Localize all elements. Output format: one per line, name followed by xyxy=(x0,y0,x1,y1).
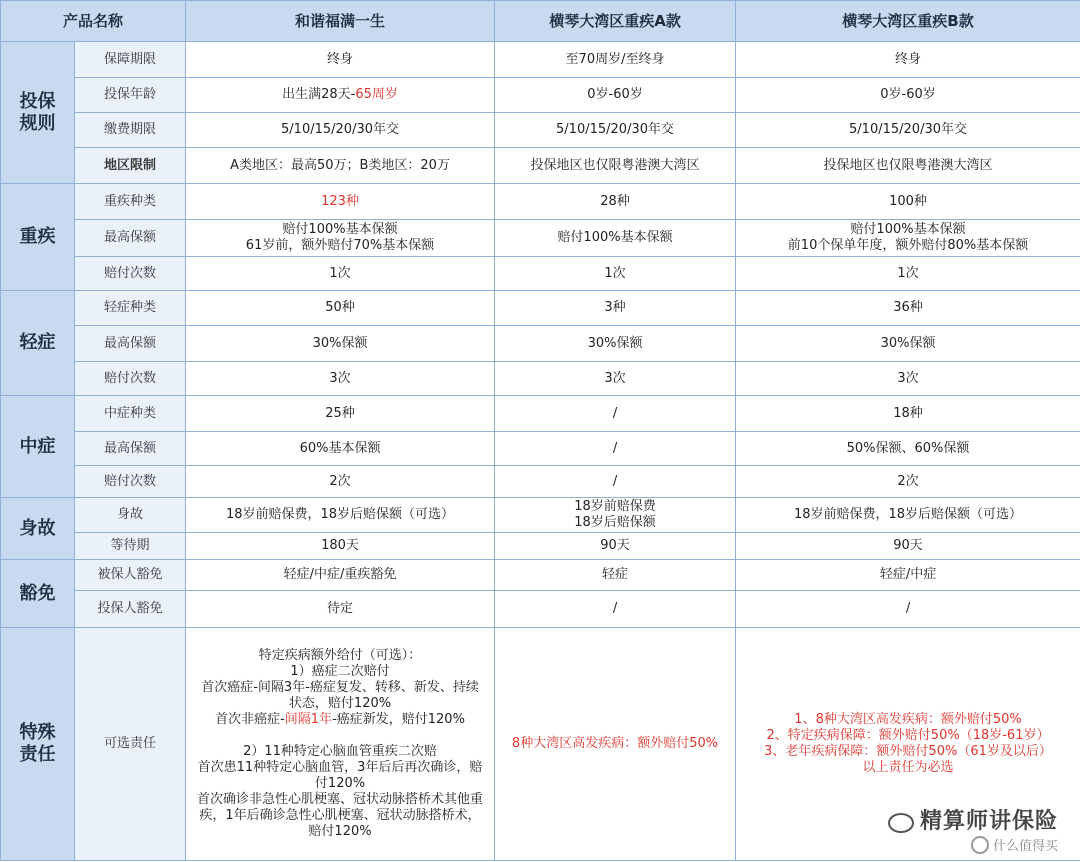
cell-line: 首次癌症-间隔3年-癌症复发、转移、新发、持续 xyxy=(201,680,479,695)
cell: 90天 xyxy=(495,533,736,560)
row-label: 保障期限 xyxy=(75,42,186,78)
cell: 5/10/15/20/30年交 xyxy=(736,113,1080,148)
cell: 至70周岁/至终身 xyxy=(495,42,736,78)
row-label: 最高保额 xyxy=(75,220,186,257)
cell: 1次 xyxy=(495,257,736,291)
cell: / xyxy=(495,591,736,628)
table-row xyxy=(1,78,1080,113)
row-label: 等待期 xyxy=(75,533,186,560)
cell-line: 3、老年疾病保障：额外赔付50%（61岁及以后） xyxy=(764,744,1052,759)
cell-special-2: 8种大湾区高发疾病：额外赔付50% xyxy=(495,628,736,861)
cell: 5/10/15/20/30年交 xyxy=(186,113,495,148)
cell-line: 1）癌症二次赔付 xyxy=(290,664,390,679)
cell: 3种 xyxy=(495,291,736,326)
cell-line: 2、特定疾病保障：额外赔付50%（18岁-61岁） xyxy=(766,728,1050,743)
row-label: 最高保额 xyxy=(75,326,186,362)
row-label: 地区限制 xyxy=(75,148,186,184)
cell: 1次 xyxy=(736,257,1080,291)
cell-line: 前10个保单年度，额外赔付80%基本保额 xyxy=(787,238,1029,253)
table-row xyxy=(1,560,1080,591)
table-row xyxy=(1,184,1080,220)
row-label: 缴费期限 xyxy=(75,113,186,148)
cell: 3次 xyxy=(495,362,736,396)
table-row xyxy=(1,42,1080,78)
table-row xyxy=(1,466,1080,498)
table-row xyxy=(1,498,1080,533)
cell-text: 首次非癌症- xyxy=(215,712,285,727)
cell: 30%保额 xyxy=(186,326,495,362)
cell-line: 18岁前赔保费 xyxy=(574,499,656,514)
cell-line: 2）11种特定心脑血管重疾二次赔 xyxy=(243,744,437,759)
cell-line: 首次患11种特定心脑血管，3年后后再次确诊，赔 xyxy=(197,760,483,775)
smzdm-icon xyxy=(971,836,989,854)
table-row xyxy=(1,396,1080,432)
group-label: 豁免 xyxy=(1,560,75,628)
cell-line: 首次确诊非急性心肌梗塞、冠状动脉搭桥术其他重 xyxy=(197,792,484,807)
cell: 投保地区也仅限粤港澳大湾区 xyxy=(495,148,736,184)
table-row xyxy=(1,533,1080,560)
cell: 投保地区也仅限粤港澳大湾区 xyxy=(736,148,1080,184)
row-label: 被保人豁免 xyxy=(75,560,186,591)
cell: 终身 xyxy=(186,42,495,78)
header-row xyxy=(1,1,1080,42)
table-row xyxy=(1,591,1080,628)
cell: 90天 xyxy=(736,533,1080,560)
cell: 轻症/中症 xyxy=(736,560,1080,591)
spacer xyxy=(190,728,490,744)
row-label: 身故 xyxy=(75,498,186,533)
cell-line xyxy=(190,712,490,728)
cell: 3次 xyxy=(186,362,495,396)
wechat-icon xyxy=(888,813,914,833)
cell: 100种 xyxy=(736,184,1080,220)
cell xyxy=(186,220,495,257)
cell: / xyxy=(495,466,736,498)
cell: 赔付100%基本保额 xyxy=(495,220,736,257)
row-label: 最高保额 xyxy=(75,432,186,466)
cell-line: 付120% xyxy=(314,776,366,791)
cell: 待定 xyxy=(186,591,495,628)
cell-text: 出生满28天- xyxy=(282,87,356,102)
cell xyxy=(736,220,1080,257)
cell: / xyxy=(495,396,736,432)
cell: 30%保额 xyxy=(736,326,1080,362)
cell: 18岁前赔保费，18岁后赔保额（可选） xyxy=(186,498,495,533)
cell: 1次 xyxy=(186,257,495,291)
header-product-name: 产品名称 xyxy=(1,1,186,42)
cell-line: 以上责任为必选 xyxy=(862,760,954,775)
watermark-text: 精算师讲保险 xyxy=(919,808,1058,834)
cell: / xyxy=(495,432,736,466)
cell-line: 61岁前，额外赔付70%基本保额 xyxy=(245,238,435,253)
cell: 28种 xyxy=(495,184,736,220)
cell: 2次 xyxy=(186,466,495,498)
cell: 2次 xyxy=(736,466,1080,498)
group-label: 身故 xyxy=(1,498,75,560)
table-row xyxy=(1,432,1080,466)
row-label: 赔付次数 xyxy=(75,362,186,396)
table-row xyxy=(1,257,1080,291)
header-product-3: 横琴大湾区重疾B款 xyxy=(736,1,1080,42)
cell-text: -癌症新发，赔付120% xyxy=(332,712,465,727)
row-label: 投保人豁免 xyxy=(75,591,186,628)
cell: 30%保额 xyxy=(495,326,736,362)
group-label: 重疾 xyxy=(1,184,75,291)
cell-line: 特定疾病额外给付（可选）： xyxy=(258,648,422,663)
cell-line: 1、8种大湾区高发疾病：额外赔付50% xyxy=(794,712,1022,727)
table-row xyxy=(1,291,1080,326)
header-product-2: 横琴大湾区重疾A款 xyxy=(495,1,736,42)
cell xyxy=(495,498,736,533)
watermark-sub xyxy=(888,835,1058,855)
cell: 36种 xyxy=(736,291,1080,326)
table-row xyxy=(1,326,1080,362)
watermark-sub-text: 什么值得买 xyxy=(992,838,1058,854)
cell: 0岁-60岁 xyxy=(495,78,736,113)
cell-line: 赔付120% xyxy=(308,824,372,839)
cell: 18岁前赔保费，18岁后赔保额（可选） xyxy=(736,498,1080,533)
row-label: 中症种类 xyxy=(75,396,186,432)
row-label: 可选责任 xyxy=(75,628,186,861)
cell: 180天 xyxy=(186,533,495,560)
cell: A类地区：最高50万；B类地区：20万 xyxy=(186,148,495,184)
cell: 60%基本保额 xyxy=(186,432,495,466)
cell-line: 赔付100%基本保额 xyxy=(850,222,966,237)
group-label: 中症 xyxy=(1,396,75,498)
table-row xyxy=(1,113,1080,148)
cell xyxy=(186,78,495,113)
cell: 轻症/中症/重疾豁免 xyxy=(186,560,495,591)
table-row xyxy=(1,220,1080,257)
cell-line: 赔付100%基本保额 xyxy=(282,222,398,237)
cell-line: 疾，1年后确诊急性心肌梗塞、冠状动脉搭桥术， xyxy=(199,808,481,823)
cell-line: 状态，赔付120% xyxy=(288,696,392,711)
cell: 轻症 xyxy=(495,560,736,591)
cell-line: 18岁后赔保额 xyxy=(574,515,656,530)
group-label: 轻症 xyxy=(1,291,75,396)
table-row xyxy=(1,148,1080,184)
row-label: 投保年龄 xyxy=(75,78,186,113)
row-label: 重疾种类 xyxy=(75,184,186,220)
cell-special-1 xyxy=(186,628,495,861)
cell: 123种 xyxy=(186,184,495,220)
row-label: 轻症种类 xyxy=(75,291,186,326)
cell: 25种 xyxy=(186,396,495,432)
cell: 50%保额、60%保额 xyxy=(736,432,1080,466)
header-product-1: 和谐福满一生 xyxy=(186,1,495,42)
row-label: 赔付次数 xyxy=(75,466,186,498)
group-label: 投保 规则 xyxy=(1,42,75,184)
cell: 18种 xyxy=(736,396,1080,432)
watermark-main xyxy=(888,804,1058,835)
cell: 终身 xyxy=(736,42,1080,78)
cell: 5/10/15/20/30年交 xyxy=(495,113,736,148)
cell: 50种 xyxy=(186,291,495,326)
highlight-text: 间隔1年 xyxy=(284,712,333,727)
row-label: 赔付次数 xyxy=(75,257,186,291)
watermark xyxy=(888,804,1058,855)
table-row xyxy=(1,362,1080,396)
cell: 3次 xyxy=(736,362,1080,396)
group-label: 特殊 责任 xyxy=(1,628,75,861)
cell: 0岁-60岁 xyxy=(736,78,1080,113)
highlight-text: 65周岁 xyxy=(355,87,398,102)
cell: / xyxy=(736,591,1080,628)
